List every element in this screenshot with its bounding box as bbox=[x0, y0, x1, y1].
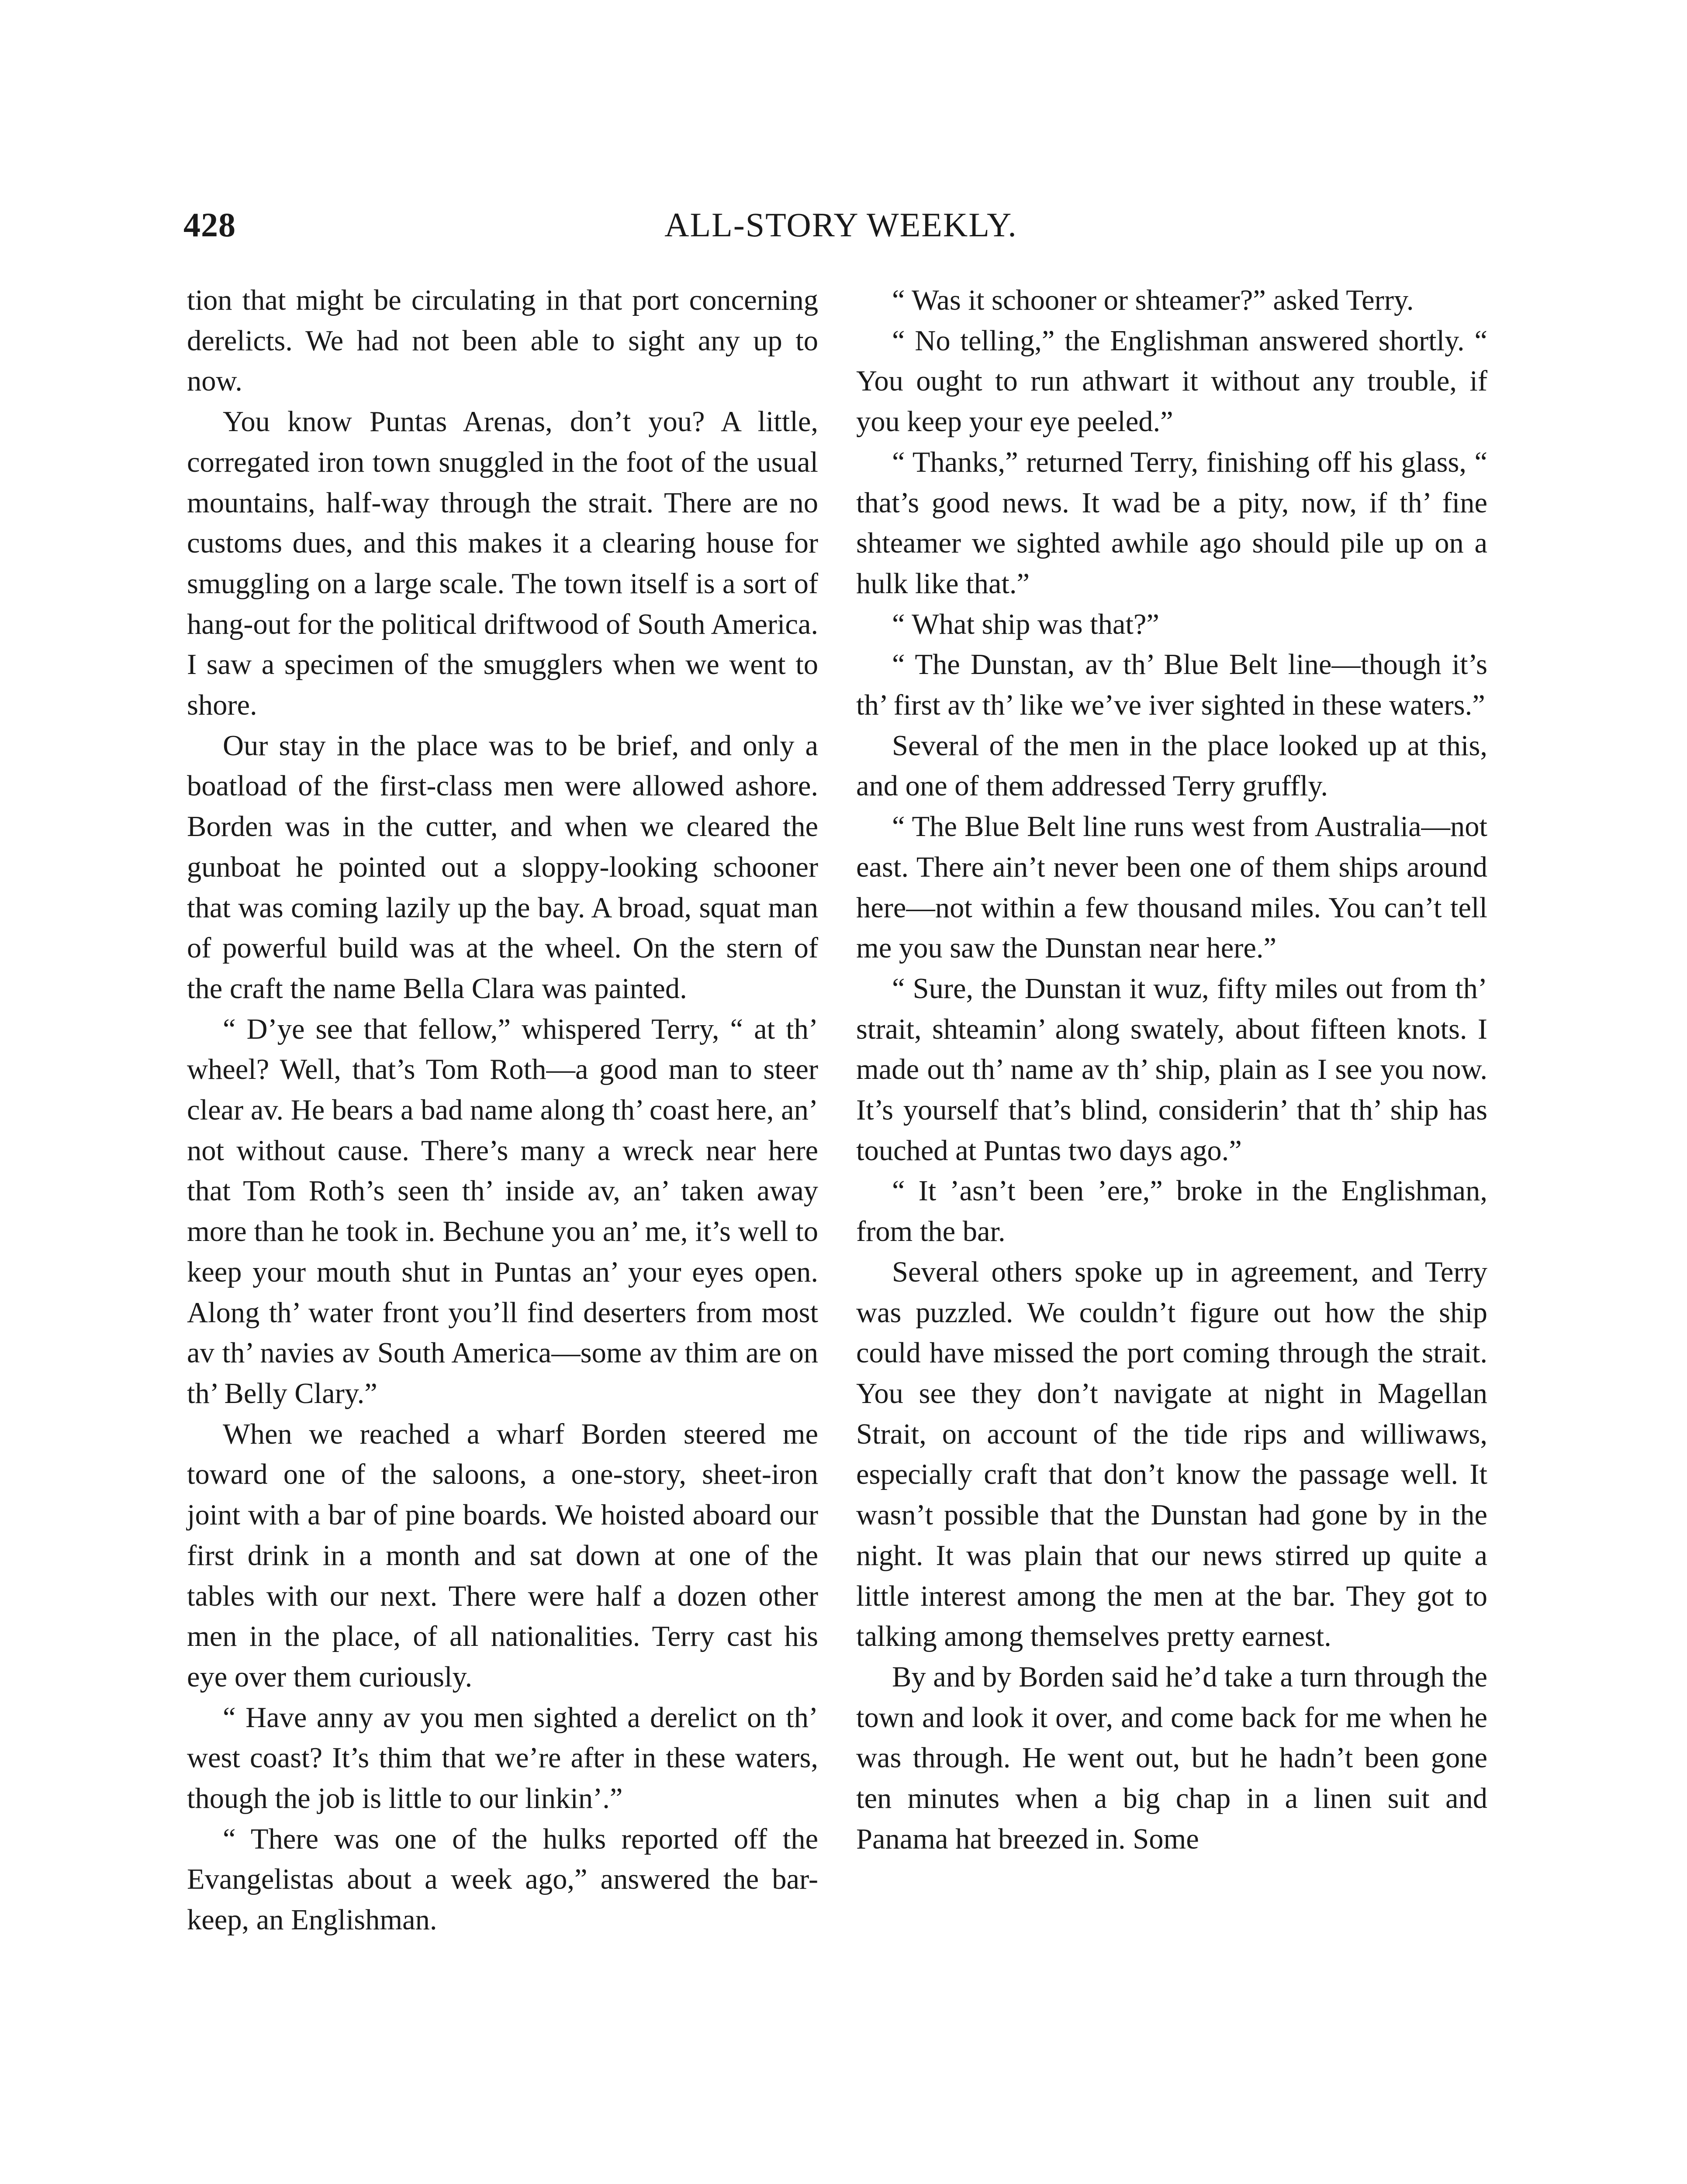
paragraph: “ Have anny av you men sighted a derelict on th’ west coast? It’s thim that we’re after in these waters, though the job is little to our linkin’.” bbox=[187, 1701, 818, 1815]
paragraph: tion that might be circulating in that port concerning derelicts. We had not been able to sight any up to now. bbox=[187, 284, 818, 397]
page-header bbox=[183, 205, 1498, 258]
paragraph: By and by Borden said he’d take a turn through the town and look it over, and come back for me when he was through. He went out, but he hadn’t been gone ten minutes when a big chap in a linen suit and Panama hat breezed in. Some bbox=[856, 1661, 1487, 1855]
paragraph: “ D’ye see that fellow,” whispered Terry, “ at th’ wheel? Well, that’s Tom Roth—a good man to steer clear av. He bears a bad name along th’ coast here, an’ not without cause. There’s many a wreck near here that Tom Roth’s seen th’ inside av, an’ taken away more than he took in. Bechune you an’ me, it’s well to keep your mouth shut in Puntas an’ your eyes open. Along th’ water front you’ll find deserters from most av th’ navies av South America—some av thim are on th’ Belly Clary.” bbox=[187, 1013, 818, 1410]
paragraph: “ The Blue Belt line runs west from Australia—not east. There ain’t never been one of them ships around here—not within a few thousand miles. You can’t tell me you saw the Dunstan near here.” bbox=[856, 811, 1487, 964]
paragraph: “ Thanks,” returned Terry, finishing off his glass, “ that’s good news. It wad be a pity, now, if th’ fine shteamer we sighted awhile ago should pile up on a hulk like that.” bbox=[856, 446, 1487, 600]
paragraph: Our stay in the place was to be brief, and only a boatload of the first-class men were allowed ashore. Borden was in the cutter, and when we cleared the gunboat he pointed out a sloppy-looking schooner that was coming lazily up the bay. A broad, squat man of powerful build was at the wheel. On the stern of the craft the name Bella Clara was painted. bbox=[187, 729, 818, 1005]
paragraph: “ There was one of the hulks reported off the Evangelistas about a week ago,” answered the bar-keep, an Englishman. bbox=[187, 1823, 818, 1936]
running-title: ALL-STORY WEEKLY. bbox=[664, 206, 1017, 244]
paragraph: “ What ship was that?” bbox=[892, 608, 1159, 640]
paragraph: “ The Dunstan, av th’ Blue Belt line—though it’s th’ first av th’ like we’ve iver sighted in these waters.” bbox=[856, 649, 1487, 722]
paragraph: You know Puntas Arenas, don’t you? A little, corregated iron town snuggled in the foot of the usual mountains, half-way through the strait. There are no customs dues, and this makes it a clearing house for smuggling on a large scale. The town itself is a sort of hang-out for the political driftwood of South America. I saw a specimen of the smugglers when we went to shore. bbox=[187, 406, 818, 722]
right-column bbox=[856, 280, 1487, 1859]
paragraph: “ Was it schooner or shteamer?” asked Terry. bbox=[892, 284, 1414, 316]
paragraph: Several others spoke up in agreement, and Terry was puzzled. We couldn’t figure out how the ship could have missed the port coming through the strait. You see they don’t navigate at night in Magellan Strait, on account of the tide rips and williwaws, especially craft that don’t know the passage well. It wasn’t possible that the Dunstan had gone by in the night. It was plain that our news stirred up quite a little interest among the men at the bar. They got to talking among themselves pretty earnest. bbox=[856, 1256, 1487, 1653]
paragraph: When we reached a wharf Borden steered me toward one of the saloons, a one-story, sheet-iron joint with a bar of pine boards. We hoisted aboard our first drink in a month and sat down at one of the tables with our next. There were half a dozen other men in the place, of all nationalities. Terry cast his eye over them curiously. bbox=[187, 1418, 818, 1693]
left-column bbox=[187, 280, 818, 1941]
paragraph: “ Sure, the Dunstan it wuz, fifty miles out from th’ strait, shteamin’ along swately, about fifteen knots. I made out th’ name av th’ ship, plain as I see you now. It’s yourself that’s blind, considerin’ that th’ ship has touched at Puntas two days ago.” bbox=[856, 972, 1487, 1167]
paragraph: “ It ’asn’t been ’ere,” broke in the Englishman, from the bar. bbox=[856, 1175, 1487, 1248]
page-number: 428 bbox=[183, 206, 236, 244]
paragraph: “ No telling,” the Englishman answered shortly. “ You ought to run athwart it without any trouble, if you keep your eye peeled.” bbox=[856, 325, 1487, 438]
paragraph: Several of the men in the place looked up at this, and one of them addressed Terry gruffly. bbox=[856, 729, 1487, 802]
